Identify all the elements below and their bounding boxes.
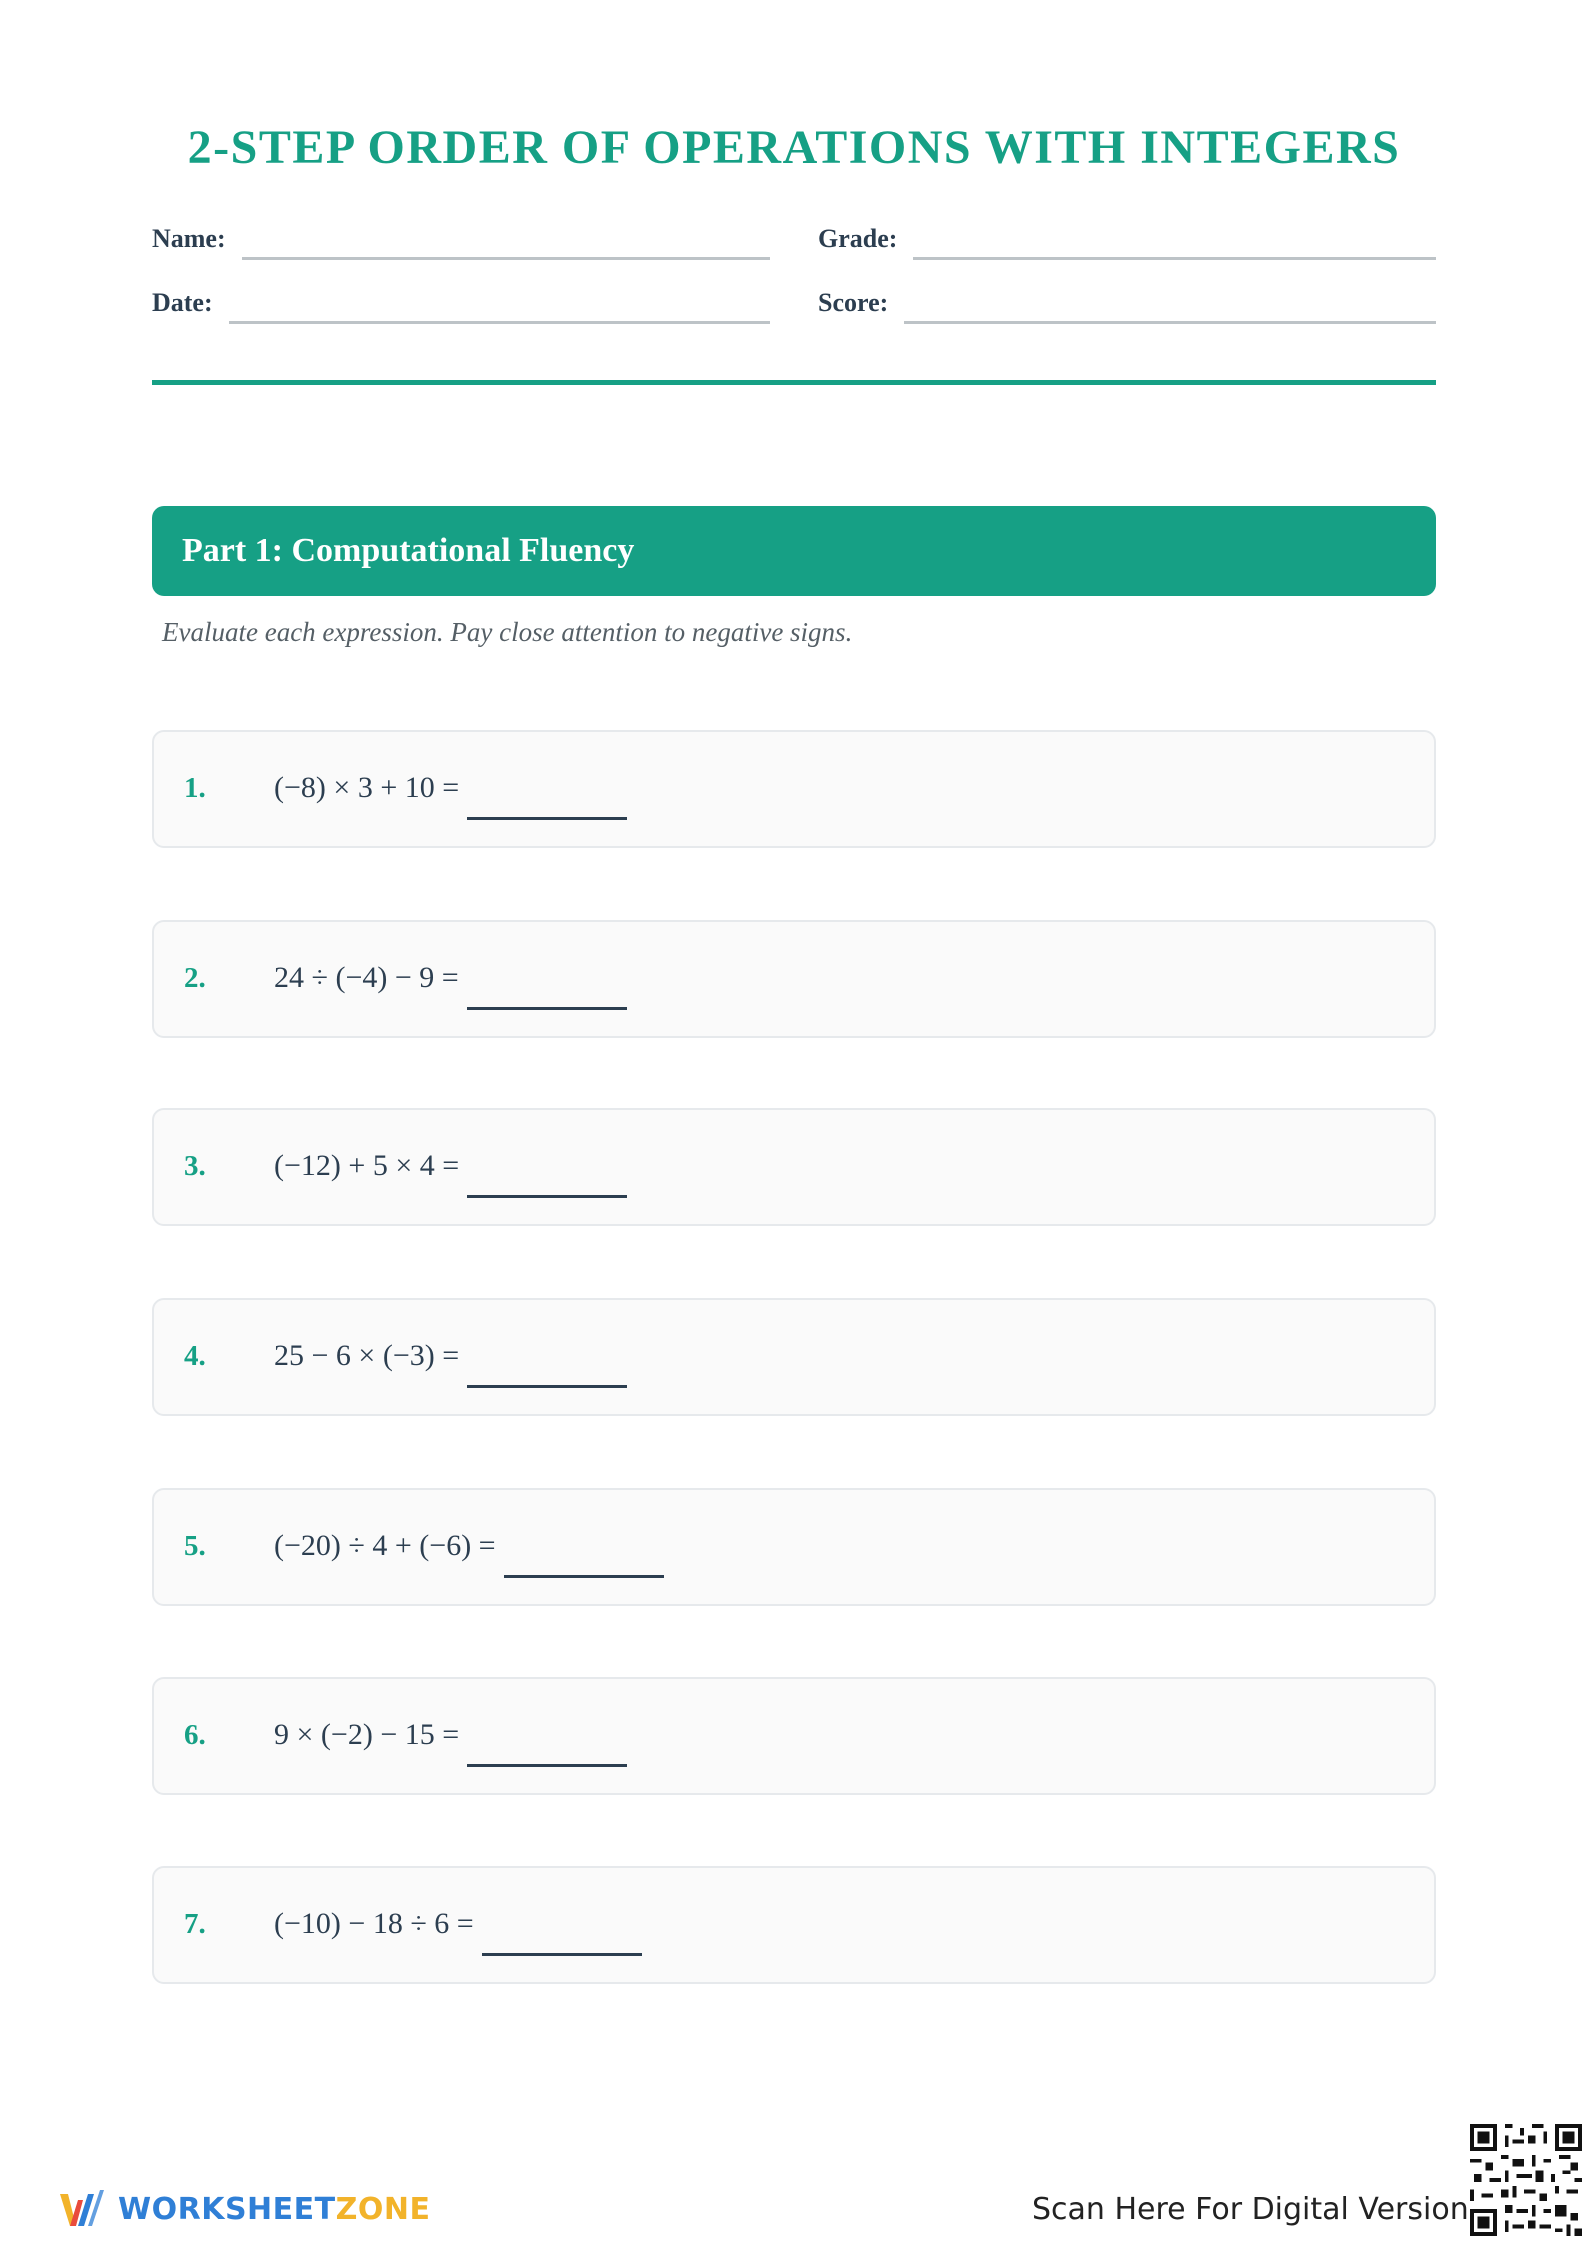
problem-expression xyxy=(274,1338,627,1374)
expression-text: 25 − 6 × (−3) = xyxy=(274,1339,460,1372)
problem-number: 6. xyxy=(184,1719,206,1751)
qr-code-icon[interactable] xyxy=(1470,2124,1582,2236)
section-header xyxy=(152,506,1436,596)
expression-text: (−10) − 18 ÷ 6 = xyxy=(274,1907,474,1940)
name-line[interactable] xyxy=(242,256,770,260)
answer-blank[interactable] xyxy=(467,1165,627,1198)
problem-card xyxy=(152,1488,1436,1606)
problem-expression xyxy=(274,1717,627,1753)
expression-text: 24 ÷ (−4) − 9 = xyxy=(274,961,459,994)
problem-expression xyxy=(274,960,627,996)
problem-number: 7. xyxy=(184,1908,206,1940)
date-field[interactable] xyxy=(152,284,770,324)
grade-field[interactable] xyxy=(818,220,1436,260)
date-line[interactable] xyxy=(229,320,770,324)
answer-blank[interactable] xyxy=(467,787,627,820)
header-divider xyxy=(152,380,1436,385)
brand-name xyxy=(118,2192,430,2227)
page-title: 2-STEP ORDER OF OPERATIONS WITH INTEGERS xyxy=(187,121,1401,174)
problem-number: 5. xyxy=(184,1530,206,1562)
section-title: Part 1: Computational Fluency xyxy=(182,532,635,569)
score-field[interactable] xyxy=(818,284,1436,324)
problem-card xyxy=(152,1866,1436,1984)
answer-blank[interactable] xyxy=(467,1734,627,1767)
worksheetzone-w-logo-icon xyxy=(58,2186,104,2232)
problem-expression xyxy=(274,1906,642,1942)
problem-card xyxy=(152,1677,1436,1795)
problem-number: 3. xyxy=(184,1150,206,1182)
expression-text: (−8) × 3 + 10 = xyxy=(274,771,460,804)
instructions: Evaluate each expression. Pay close attention to negative signs. xyxy=(162,617,853,647)
brand-part-2: ZONE xyxy=(335,2191,431,2227)
scan-text: Scan Here For Digital Version xyxy=(1032,2192,1469,2227)
expression-text: (−20) ÷ 4 + (−6) = xyxy=(274,1529,496,1562)
problem-number: 2. xyxy=(184,962,206,994)
score-label: Score: xyxy=(818,288,889,317)
answer-blank[interactable] xyxy=(504,1545,664,1578)
grade-label: Grade: xyxy=(818,224,898,253)
problem-expression xyxy=(274,770,627,806)
grade-line[interactable] xyxy=(913,256,1436,260)
worksheetzone-logo[interactable] xyxy=(58,2186,430,2232)
brand-part-1: WORKSHEET xyxy=(118,2191,336,2227)
name-label: Name: xyxy=(152,224,226,253)
score-line[interactable] xyxy=(904,320,1436,324)
answer-blank[interactable] xyxy=(467,1355,627,1388)
answer-blank[interactable] xyxy=(467,977,627,1010)
problem-card xyxy=(152,1108,1436,1226)
expression-text: 9 × (−2) − 15 = xyxy=(274,1718,460,1751)
problem-number: 4. xyxy=(184,1340,206,1372)
problem-card xyxy=(152,730,1436,848)
expression-text: (−12) + 5 × 4 = xyxy=(274,1149,460,1182)
name-field[interactable] xyxy=(152,220,770,260)
problem-card xyxy=(152,920,1436,1038)
problem-expression xyxy=(274,1528,664,1564)
answer-blank[interactable] xyxy=(482,1923,642,1956)
problem-expression xyxy=(274,1148,627,1184)
date-label: Date: xyxy=(152,288,213,317)
problem-card xyxy=(152,1298,1436,1416)
problem-number: 1. xyxy=(184,772,206,804)
